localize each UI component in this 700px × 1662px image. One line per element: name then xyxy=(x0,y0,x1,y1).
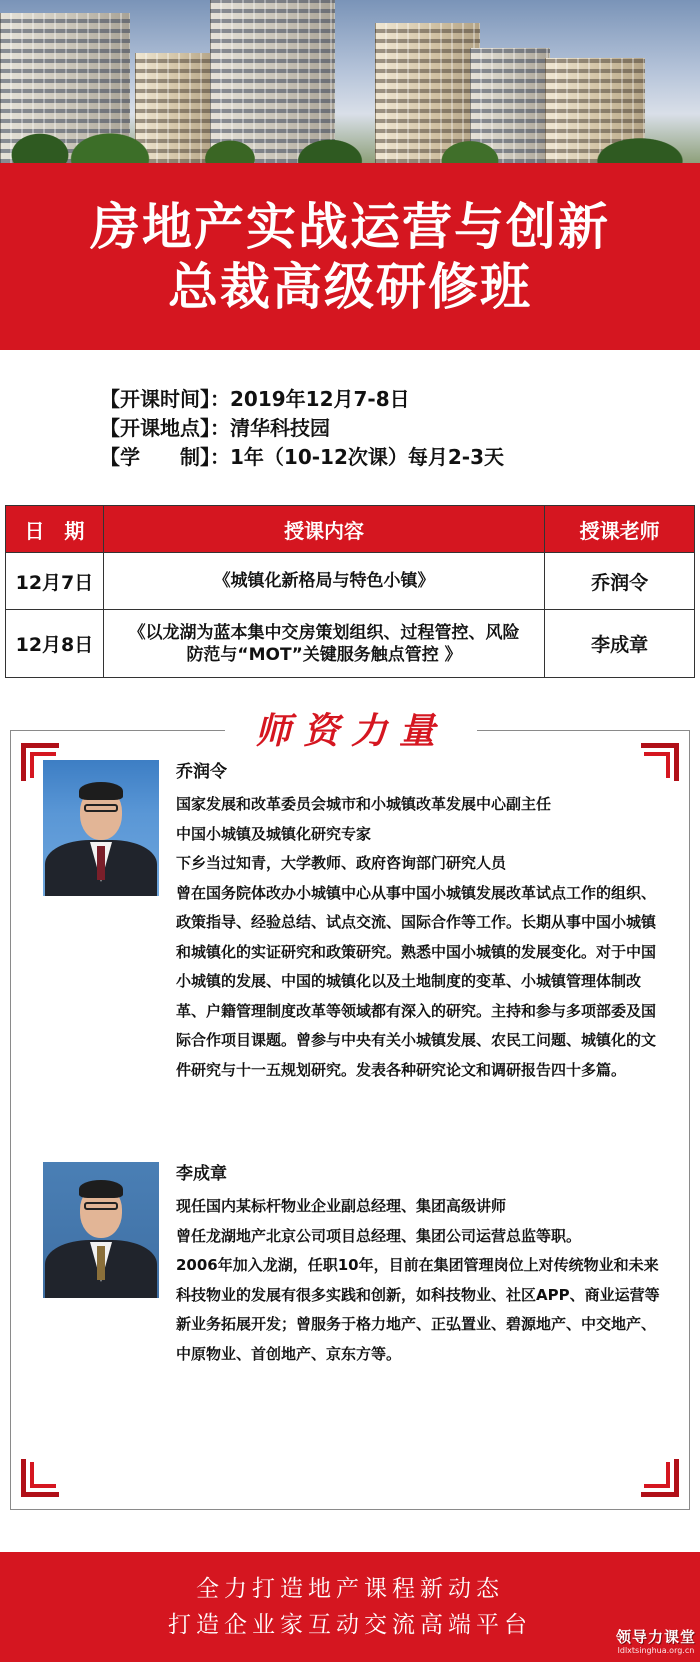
info-value: 清华科技园 xyxy=(230,416,330,440)
logo-url: ldlxtsinghua.org.cn xyxy=(617,1646,695,1655)
schedule-table xyxy=(5,505,695,678)
teacher-photo xyxy=(43,760,159,896)
teacher-bio: 曾在国务院体改办小城镇中心从事中国小城镇发展改革试点工作的组织、政策指导、经验总结、试点交流、国际合作等工作。长期从事中国小城镇和城镇化的实证研究和政策研究。熟悉中国小城镇的发展变化。对于中国小城镇的发展、中国的城镇化以及土地制度的变革、小城镇管理体制改革、户籍管理制度改革等领域都有深入的研究。主持和参与多项部委及国际合作项目课题。曾参与中央有关小城镇发展、农民工问题、城镇化的文件研究与十一五规划研究。发表各种研究论文和调研报告四十多篇。 xyxy=(176,883,657,1079)
title-banner xyxy=(0,163,700,350)
photo-figure xyxy=(84,804,118,812)
info-row-location xyxy=(100,414,504,443)
logo-text: 领导力课堂 xyxy=(615,1628,696,1646)
faculty-section xyxy=(10,710,690,1510)
faculty-title-wrap xyxy=(11,709,691,753)
photo-figure xyxy=(97,1246,105,1280)
info-key: 【开课时间】： xyxy=(100,387,230,411)
header-content: 授课内容 xyxy=(103,506,544,553)
trees xyxy=(0,115,700,163)
cell-date: 12月7日 xyxy=(6,553,104,610)
teacher-line: 曾任龙湖地产北京公司项目总经理、集团公司运营总监等职。 xyxy=(176,1226,582,1245)
cell-content: 《以龙湖为蓝本集中交房策划组织、过程管控、风险防范与“MOT”关键服务触点管控 》 xyxy=(103,610,544,678)
brand-logo xyxy=(616,1628,696,1656)
photo-figure xyxy=(79,782,123,800)
table-row xyxy=(6,610,695,678)
slogan-line-2: 打造企业家互动交流高端平台 xyxy=(168,1612,532,1638)
faculty-title: 师资力量 xyxy=(225,709,477,753)
course-info xyxy=(100,385,504,472)
cell-teacher: 李成章 xyxy=(545,610,695,678)
info-key: 【开课地点】： xyxy=(100,416,230,440)
info-row-duration xyxy=(100,443,504,472)
corner-ornament xyxy=(21,1459,59,1497)
header-date: 日 期 xyxy=(6,506,104,553)
teacher-photo xyxy=(43,1162,159,1298)
teacher-line: 现任国内某标杆物业企业副总经理、集团高级讲师 xyxy=(176,1197,507,1215)
corner-ornament xyxy=(641,1459,679,1497)
table-row xyxy=(6,553,695,610)
teacher-text xyxy=(176,1162,666,1369)
slogan-line-1: 全力打造地产课程新动态 xyxy=(196,1576,504,1602)
title-line-1: 房地产实战运营与创新 xyxy=(90,197,610,256)
photo-figure xyxy=(79,1180,123,1198)
photo-figure xyxy=(84,1202,118,1210)
teacher-bio: 2006年加入龙湖，任职10年，目前在集团管理岗位上对传统物业和未来科技物业的发展有很多实践和创新，如科技物业、社区APP、商业运营等新业务拓展开发；曾服务于格力地产、正弘置业、碧源地产、中交地产、中原物业、首创地产、京东方等。 xyxy=(176,1256,660,1363)
info-row-time xyxy=(100,385,504,414)
info-key: 【学 制】： xyxy=(100,445,230,469)
teacher-name: 李成章 xyxy=(176,1164,227,1184)
title-line-2: 总裁高级研修班 xyxy=(168,257,532,316)
cell-content: 《城镇化新格局与特色小镇》 xyxy=(103,553,544,610)
cell-teacher: 乔润令 xyxy=(545,553,695,610)
teacher-name: 乔润令 xyxy=(176,762,227,782)
teacher-text xyxy=(176,760,666,1085)
header-teacher: 授课老师 xyxy=(545,506,695,553)
cell-date: 12月8日 xyxy=(6,610,104,678)
footer-banner xyxy=(0,1552,700,1662)
info-value: 2019年12月7-8日 xyxy=(230,387,410,411)
teacher-line: 下乡当过知青，大学教师、政府咨询部门研究人员 xyxy=(176,854,507,872)
photo-figure xyxy=(97,846,105,880)
table-header-row xyxy=(6,506,695,553)
teacher-line: 国家发展和改革委员会城市和小城镇改革发展中心副主任 xyxy=(176,795,552,813)
info-value: 1年（10-12次课）每月2-3天 xyxy=(230,445,505,469)
hero-skyline-image xyxy=(0,0,700,163)
teacher-line: 中国小城镇及城镇化研究专家 xyxy=(176,824,372,843)
